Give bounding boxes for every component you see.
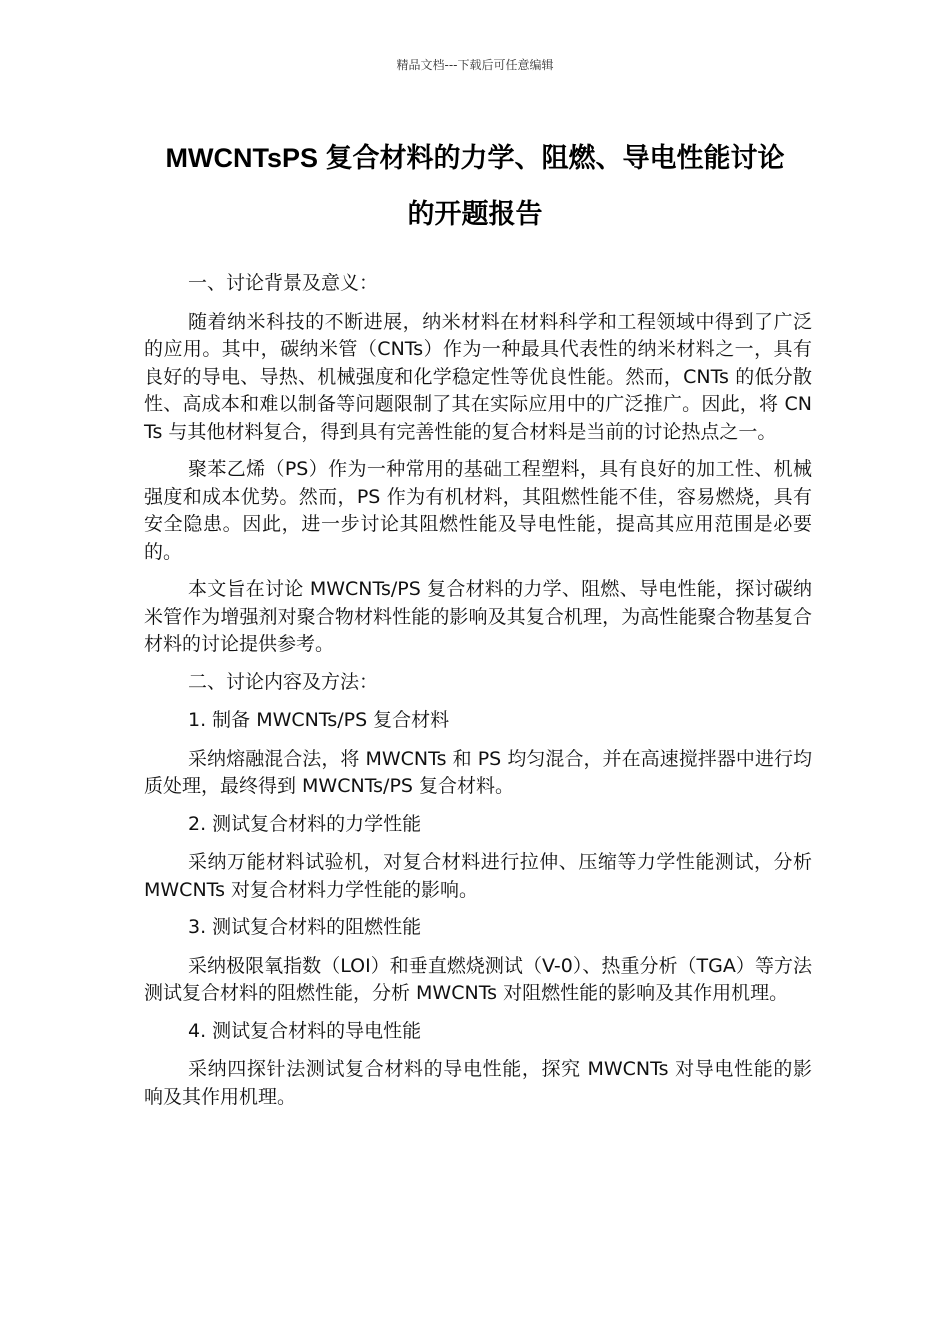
subheading-mechanical: 2. 测试复合材料的力学性能 bbox=[188, 812, 422, 835]
paragraph-conductivity: 采纳四探针法测试复合材料的导电性能，探究 MWCNTs 对导电性能的影响及其作用机理。 bbox=[144, 1058, 812, 1108]
subheading-conductivity: 4. 测试复合材料的导电性能 bbox=[188, 1019, 422, 1042]
paragraph-background-cnts: 随着纳米科技的不断进展，纳米材料在材料科学和工程领域中得到了广泛的应用。其中，碳纳米管（CNTs）作为一种最具代表性的纳米材料之一，具有良好的导电、导热、机械强度和化学稳定性等优良性能。然而，CNTs 的低分散性、高成本和难以制备等问题限制了其在实际应用中的广泛推广。因此，将 CNTs 与其他材料复合，得到具有完善性能的复合材料是当前的讨论热点之一。 bbox=[144, 310, 812, 443]
paragraph-flame-retardant: 采纳极限氧指数（LOI）和垂直燃烧测试（V-0）、热重分析（TGA）等方法测试复合材料的阻燃性能，分析 MWCNTs 对阻燃性能的影响及其作用机理。 bbox=[144, 954, 812, 1004]
paragraph-purpose: 本文旨在讨论 MWCNTs/PS 复合材料的力学、阻燃、导电性能，探讨碳纳米管作为增强剂对聚合物材料性能的影响及其复合机理，为高性能聚合物基复合材料的讨论提供参考。 bbox=[144, 578, 812, 655]
title-line-1: MWCNTsPS 复合材料的力学、阻燃、导电性能讨论 bbox=[165, 143, 785, 173]
document-title bbox=[140, 130, 810, 242]
section-heading-background: 一、讨论背景及意义： bbox=[188, 272, 379, 294]
title-line-2: 的开题报告 bbox=[407, 199, 543, 229]
document-body bbox=[144, 270, 812, 1121]
subheading-flame-retardant: 3. 测试复合材料的阻燃性能 bbox=[188, 916, 422, 938]
paragraph-preparation: 采纳熔融混合法，将 MWCNTs 和 PS 均匀混合，并在高速搅拌器中进行均质处理，最终得到 MWCNTs/PS 复合材料。 bbox=[144, 747, 812, 797]
section-heading-methods: 二、讨论内容及方法： bbox=[188, 670, 379, 693]
page-header: 精品文档---下载后可任意编辑 bbox=[396, 58, 554, 72]
paragraph-background-ps: 聚苯乙烯（PS）作为一种常用的基础工程塑料，具有良好的加工性、机械强度和成本优势。然而，PS 作为有机材料，其阻燃性能不佳，容易燃烧，具有安全隐患。因此，进一步讨论其阻燃性能及导电性能，提高其应用范围是必要的。 bbox=[144, 458, 812, 563]
paragraph-mechanical: 采纳万能材料试验机，对复合材料进行拉伸、压缩等力学性能测试，分析 MWCNTs 对复合材料力学性能的影响。 bbox=[144, 851, 812, 901]
subheading-preparation: 1. 制备 MWCNTs/PS 复合材料 bbox=[188, 709, 450, 731]
